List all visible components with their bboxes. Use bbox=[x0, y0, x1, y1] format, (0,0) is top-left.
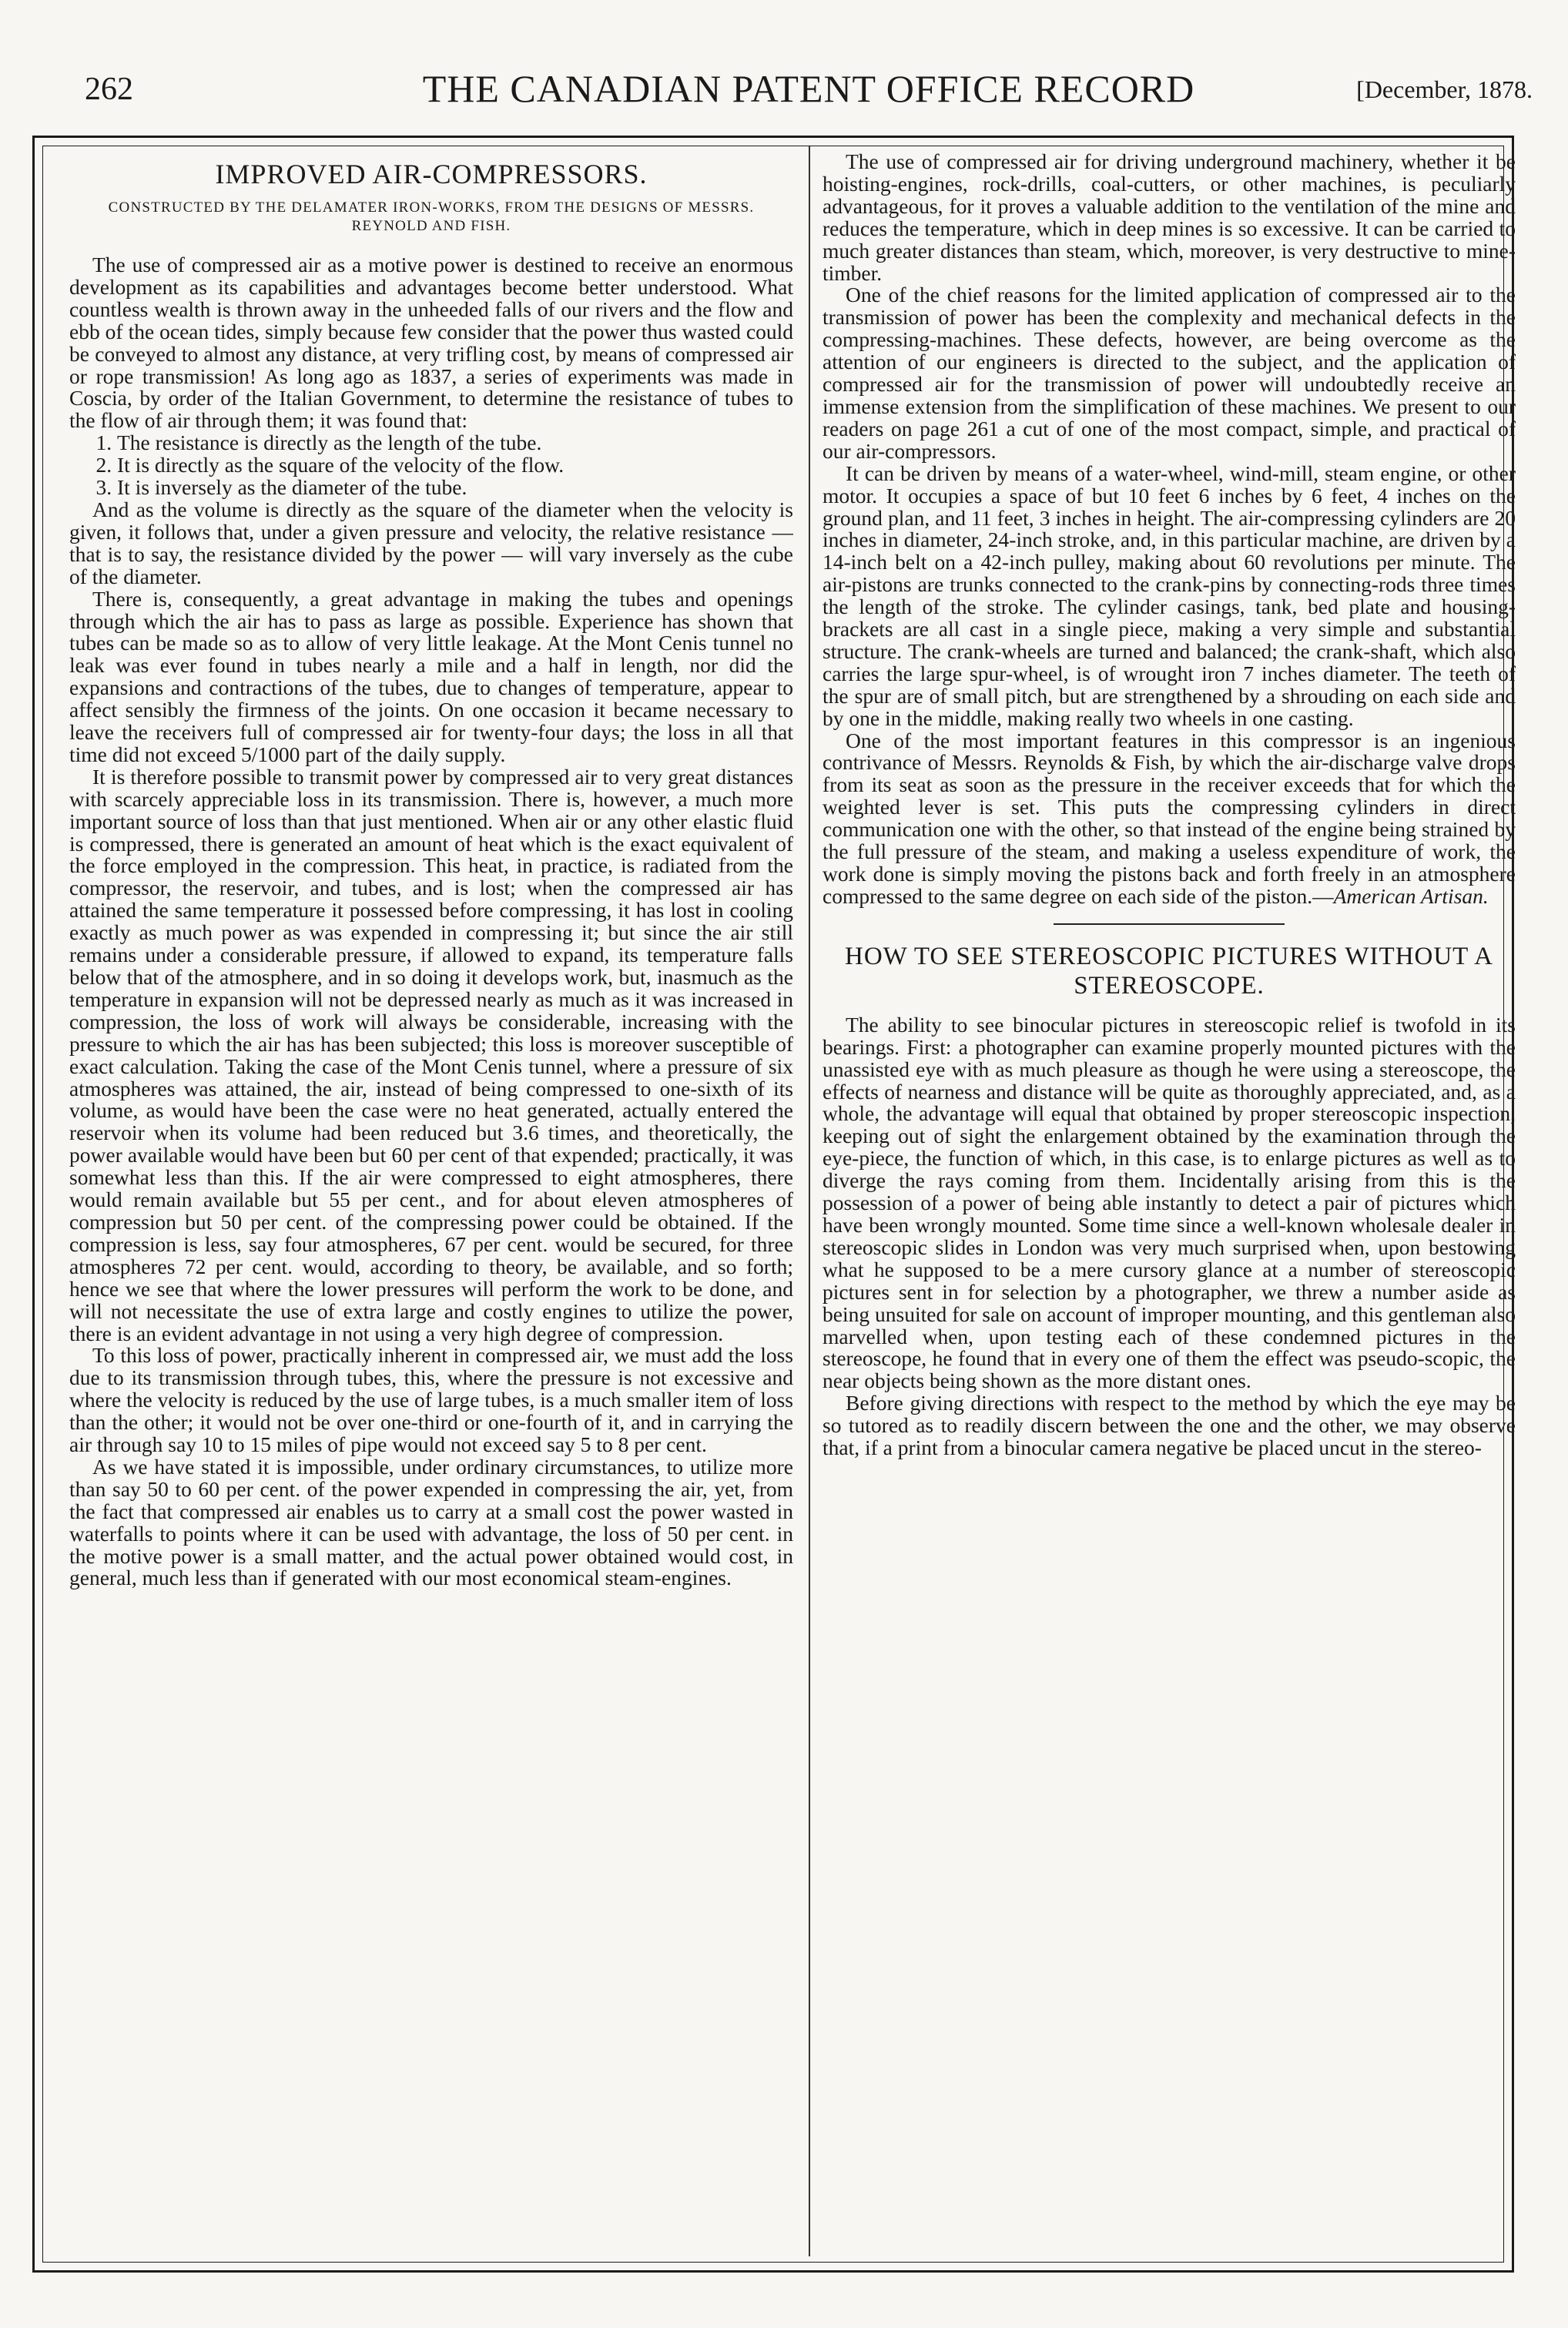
issue-date: [December, 1878. bbox=[1356, 75, 1533, 103]
paragraph: As we have stated it is impossible, under ordinary circumstances, to utilize more than say 50 to 60 per cent. of the power expended in compressing the air, yet, from the fact that compressed air enables us to carry at a small cost the power wasted in waterfalls to points where it can be used with advantage, the loss of 50 per cent. in the motive power is a small matter, and the actual power obtained would cost, in general, much less than if generated with our most economical steam-engines. bbox=[69, 1454, 793, 1590]
paragraph: One of the chief reasons for the limited application of compressed air to the transmission of power has been the complexity and mechanical defects in the compressing-machines. These defects, however, are being overcome as the attention of our engineers is directed to the subject, and the application of compressed air for the transmission of power will undoubtedly receive an immense extension from the simplification of these machines. We present to our readers on page 261 a cut of one of the most compact, simple, and practical of our air-compressors. bbox=[823, 283, 1516, 463]
left-column bbox=[69, 151, 793, 2253]
right-column bbox=[823, 151, 1516, 2253]
article-title: IMPROVED AIR-COMPRESSORS. bbox=[215, 159, 648, 189]
paragraph: It is therefore possible to transmit power by compressed air to very great distances with scarcely appreciable loss in its transmission. There is, however, a much more important source of loss than that just mentioned. When air or any other elastic fluid is compressed, there is generated an amount of heat which is the exact equivalent of the force employed in the compression. This heat, in practice, is radiated from the compressor, the reservoir, and tubes, and is lost; when the compressed air has attained the same temperature it possessed before compressing, it has lost in cooling exactly as much power as was expended in compressing it; but since the air still remains under a considerable pressure, if allowed to expand, its temperature falls below that of the atmosphere, and in so doing it develops work, but, inasmuch as the temperature in expansion will not be depressed nearly as much as it was increased in compression, the loss of work will always be considerable, increasing with the pressure to which the air has has been subjected; this loss is moreover susceptible of exact calculation. Taking the case of the Mont Cenis tunnel, where a pressure of six atmospheres was attained, the air, instead of being compressed to one-sixth of its volume, as would have been the case were no heat generated, actually entered the reservoir when its volume had been reduced but 3.6 times, and theoretically, the power available would have been but 60 per cent of that expended; practically, it was somewhat less than this. If the air were compressed to eight atmospheres, there would remain available but 55 per cent., and for about eleven atmospheres of compression but 50 per cent. of the compressing power could be obtained. If the compression is less, say four atmospheres, 67 per cent. would be secured, for three atmospheres 72 per cent. would, according to theory, be available, and so forth; hence we see that where the lower pressures will perform the work to be done, and will not necessitate the use of extra large and costly engines to utilize the power, there is an evident advantage in not using a very high degree of compression. bbox=[69, 764, 793, 1345]
paragraph: The ability to see binocular pictures in stereoscopic relief is twofold in its bearings. First: a photographer can examine properly mounted pictures with the unassisted eye with as much pleasure as though he were using a stereoscope, the effects of nearness and distance will be quite as thoroughly appreciated, and, as a whole, the advantage will equal that obtained by proper stereoscopic inspection, keeping out of sight the enlargement obtained by the examination through the eye-piece, the function of which, in this case, is to enlarge pictures as well as to diverge the rays coming from them. Incidentally arising from this is the possession of a power of being able instantly to detect a pair of pictures which have been wrongly mounted. Some time since a well-known wholesale dealer in stereoscopic slides in London was very much surprised when, upon bestowing what he supposed to be a mere cursory glance at a number of stereoscopic pictures sent in for selection by a photographer, we threw a number aside as being unsuited for sale on account of improper mounting, and this gentleman also marvelled when, upon testing each of these condemned pictures in the stereoscope, he found that in every one of them the effect was pseudo-scopic, the near objects being shown as the more distant ones. bbox=[823, 1012, 1516, 1393]
paragraph-text: One of the most important features in this compressor is an ingenious contrivance of Messrs. Reynolds & Fish, by which the air-discharge valve drops from its seat as soon as the pressure in the receiver exceeds that for which the weighted lever is set. This puts the compressing cylinders in direct communication one with the other, so that instead of the engine being strained by the full pressure of the steam, and making a useless expenditure of work, the work done is simply moving the pistons back and forth freely in an atmosphere compressed to the same degree on each side of the piston.— bbox=[823, 728, 1516, 908]
paragraph: To this loss of power, practically inherent in compressed air, we must add the loss due to its transmission through tubes, this, where the pressure is not excessive and where the velocity is reduced by the use of large tubes, is a much smaller item of loss than the other; it would not be over one-third or one-fourth of it, and in carrying the air through say 10 to 15 miles of pipe would not exceed say 5 to 8 per cent. bbox=[69, 1343, 793, 1457]
paragraph: The use of compressed air as a motive power is destined to receive an enormous development as its capabilities and advantages become better understood. What countless wealth is thrown away in the unheeded falls of our rivers and the flow and ebb of the ocean tides, simply because few consider that the power thus wasted could be conveyed to almost any distance, at very trifling cost, by means of compressed air or rope transmission! As long ago as 1837, a series of experiments was made in Coscia, by order of the Italian Government, to determine the resistance of tubes to the flow of air through them; it was found that: bbox=[69, 253, 793, 433]
paragraph-with-source bbox=[823, 730, 1516, 908]
finding-item: 2. It is directly as the square of the velocity of the flow. bbox=[117, 454, 793, 477]
article-separator bbox=[1054, 923, 1285, 925]
findings-list bbox=[69, 432, 793, 499]
paragraph: The use of compressed air for driving underground machinery, whether it be hoisting-engines, rock-drills, coal-cutters, or other machines, is peculiarly advantageous, for it proves a valuable addition to the ventilation of the mine and reduces the temperature, which in deep mines is so excessive. It can be carried to much greater distances than steam, which, moreover, is very destructive to mine-timber. bbox=[823, 151, 1516, 285]
paragraph: There is, consequently, a great advantage in making the tubes and openings through which the air has to pass as large as possible. Experience has shown that tubes can be made so as to allow of very little leakage. At the Mont Cenis tunnel no leak was ever found in tubes nearly a mile and a half in length, nor did the expansions and contractions of the tubes, due to changes of temperature, appear to affect sensibly the firmness of the joints. On one occasion it became necessary to leave the receivers full of compressed air for twenty-four days; the loss in all that time did not exceed 5/1000 part of the daily supply. bbox=[69, 586, 793, 766]
article-subhead: CONSTRUCTED BY THE DELAMATER IRON-WORKS, FROM THE DESIGNS OF MESSRS. REYNOLD AND FISH. bbox=[108, 199, 755, 234]
article-title: HOW TO SEE STEREOSCOPIC PICTURES WITHOUT A STEREOSCOPE. bbox=[844, 942, 1494, 1000]
running-title: THE CANADIAN PATENT OFFICE RECORD bbox=[422, 67, 1195, 110]
source-attribution: American Artisan. bbox=[1333, 883, 1489, 908]
paragraph: And as the volume is directly as the square of the diameter when the velocity is given, it follows that, under a given pressure and velocity, the relative resistance — that is to say, the resistance divided by the power — will vary inversely as the cube of the diameter. bbox=[69, 497, 793, 588]
finding-item: 3. It is inversely as the diameter of the tube. bbox=[117, 477, 793, 499]
paragraph: Before giving directions with respect to the method by which the eye may be so tutored as to readily discern between the one and the other, we may observe that, if a print from a binocular camera negative be placed uncut in the stereo- bbox=[823, 1391, 1516, 1460]
column-divider bbox=[809, 146, 810, 2256]
finding-item: 1. The resistance is directly as the length of the tube. bbox=[117, 432, 793, 454]
page-number: 262 bbox=[85, 72, 133, 107]
paragraph: It can be driven by means of a water-wheel, wind-mill, steam engine, or other motor. It occupies a space of but 10 feet 6 inches by 6 feet, 4 inches on the ground plan, and 11 feet, 3 inches in height. The air-compressing cylinders are 20 inches in diameter, 24-inch stroke, and, in this particular machine, are driven by a 14-inch belt on a 42-inch pulley, making about 60 revolutions per minute. The air-pistons are trunks connected to the crank-pins by connecting-rods three times the length of the stroke. The cylinder casings, tank, bed plate and housing-brackets are all cast in a single piece, making a very simple and substantial structure. The crank-wheels are turned and balanced; the crank-shaft, which also carries the large spur-wheel, is of wrought iron 7 inches diameter. The teeth of the spur are of small pitch, but are strengthened by a shrouding on each side and by one in the middle, making really two wheels in one casting. bbox=[823, 461, 1516, 730]
page-header bbox=[85, 67, 1533, 117]
